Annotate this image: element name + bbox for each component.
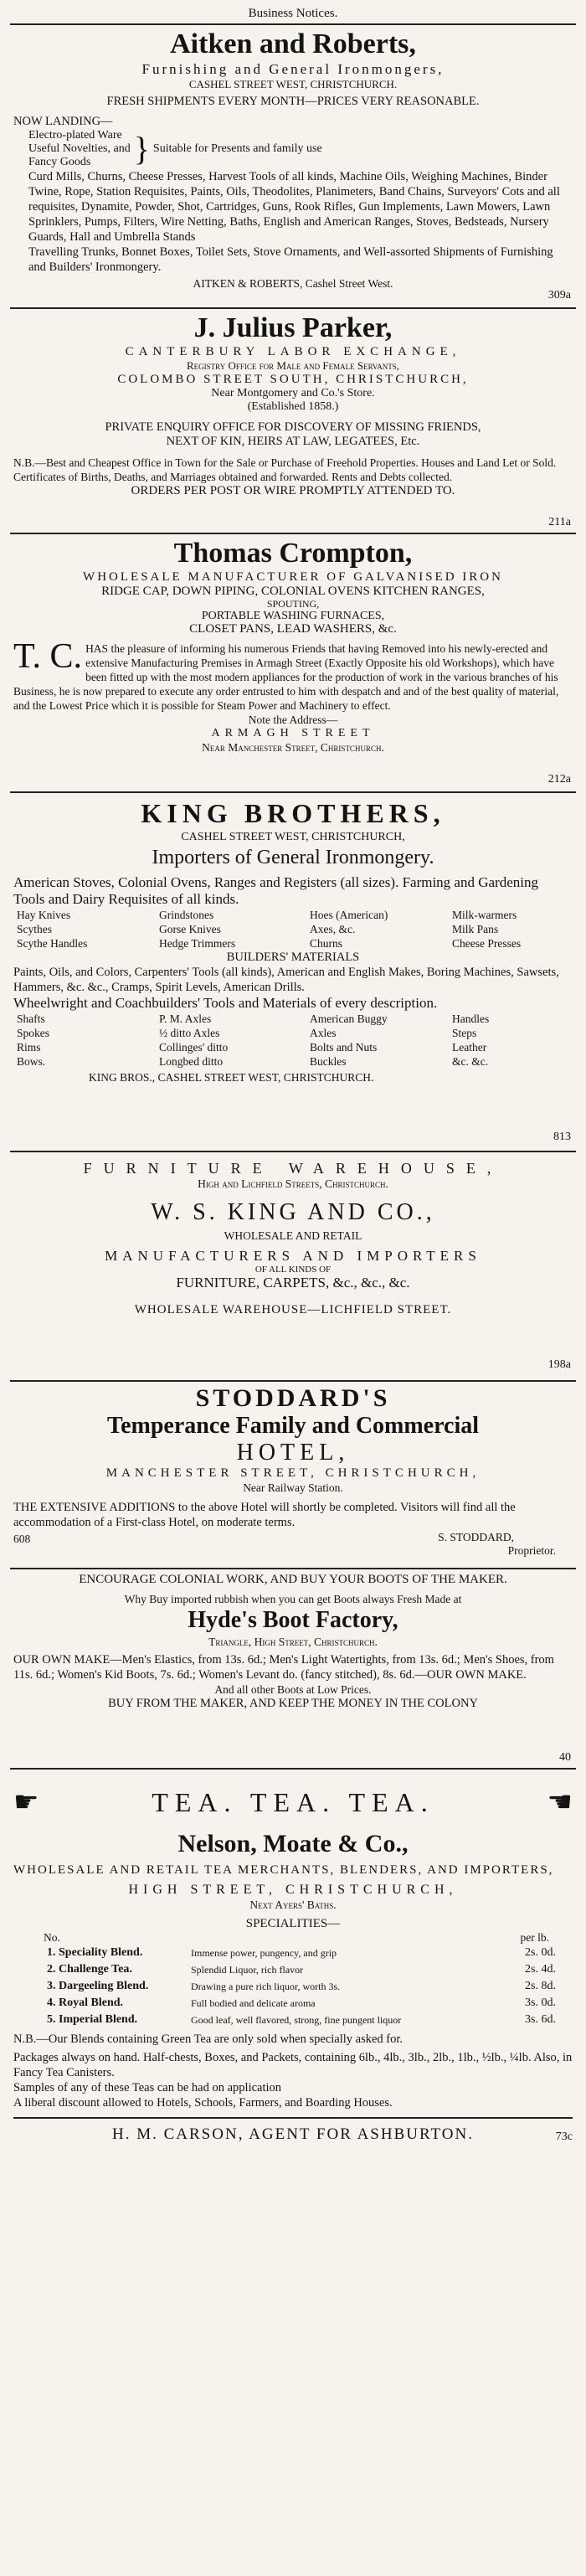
ad-title: STODDARD'S [195,1384,391,1412]
ad-body: OUR OWN MAKE—Men's Elastics, from 13s. 6d.; Men's Light Watertights, from 13s. 6d.; Men's Shoes, from 11s. 6d.; Women's Kid Boots, 7s. 6d.; Women's Levant do. (fancy stitched), 8s. 6d.—OUR OWN MAKE. [13,1653,554,1682]
grid-cell: Hoes (American) [310,909,388,921]
ad-ref: 40 [559,1751,571,1764]
ad-line: Next Ayers' Baths. [249,1899,337,1911]
ad-heading: TEA. TEA. TEA. [152,1786,434,1817]
ad-subtitle: CANTERBURY LABOR EXCHANGE, [125,345,461,358]
tea-desc: Good leaf, well flavored, strong, fine pungent liquor [191,2014,402,2026]
ad-line: ORDERS PER POST OR WIRE PROMPTLY ATTENDED TO. [131,484,455,497]
ad-tagline: FRESH SHIPMENTS EVERY MONTH—PRICES VERY REASONABLE. [106,95,480,108]
ad-line: FURNITURE, CARPETS, &c., &c., &c. [176,1275,410,1291]
ad-ref: 309a [547,289,571,301]
ad-line: Proprietor. [507,1544,556,1557]
ad-item: Electro-plated Ware [28,129,122,142]
ad-subtitle: Furnishing and General Ironmongers, [141,61,445,77]
grid-cell: Bows. [17,1055,46,1068]
drop-initial: T. C. [13,637,83,676]
ad-body: American Stoves, Colonial Ovens, Ranges and Registers (all sizes). Farming and Gardening Tools and Dairy Requisites of all kinds. [13,874,538,907]
ad-line: SPECIALITIES— [245,1917,341,1930]
ad-ref: 73c [555,2130,573,2143]
ad-address: CASHEL STREET WEST, CHRISTCHURCH. [188,78,398,90]
ad-signature: H. M. CARSON, AGENT FOR ASHBURTON. [112,2125,474,2143]
tea-price: 2s. 4d. [525,1963,556,1976]
ad-line: OF ALL KINDS OF [254,1265,332,1275]
grid-cell: Milk-warmers [452,909,517,921]
tea-price: 2s. 8d. [525,1980,556,1992]
tea-name: 2. Challenge Tea. [47,1963,132,1976]
ad-body: Samples of any of these Teas can be had on application [13,2081,282,2094]
ad-ref: 198a [547,1358,571,1371]
tea-name: 5. Imperial Blend. [47,2013,138,2026]
grid-cell: &c. &c. [452,1055,489,1068]
ad-king-brothers [10,793,576,1152]
ad-title: KING BROTHERS, [141,798,445,828]
ad-address: MANCHESTER STREET, CHRISTCHURCH, [105,1466,481,1480]
ad-nelson-moate [10,1770,576,2223]
tools-grid [13,908,573,951]
tea-price: 2s. 0d. [525,1946,556,1959]
ad-ref: 813 [553,1131,571,1143]
tea-desc: Immense power, pungency, and grip [191,1947,337,1959]
ad-subtitle: HOTEL, [236,1440,350,1466]
ad-ws-king [10,1152,576,1382]
ad-item-note: Suitable for Presents and family use [152,142,322,155]
grid-cell: Scythes [17,923,52,935]
ad-line: Near Montgomery and Co.'s Store. [211,387,375,399]
tea-price: 3s. 0d. [525,1996,556,2009]
ad-line: ARMAGH STREET [211,727,375,739]
ad-body: A liberal discount allowed to Hotels, Schools, Farmers, and Boarding Houses. [13,2096,393,2110]
ad-ref: 212a [547,773,571,786]
grid-cell: Leather [452,1041,487,1054]
grid-cell: American Buggy [310,1012,388,1025]
ad-title: Hyde's Boot Factory, [188,1607,398,1633]
ad-line: CLOSET PANS, LEAD WASHERS, &c. [189,622,397,636]
ad-line: NEXT OF KIN, HEIRS AT LAW, LEGATEES, Etc. [166,435,420,448]
grid-cell: P. M. Axles [159,1012,212,1025]
ad-hydes-boot-factory [10,1569,576,1770]
tea-name: 3. Dargeeling Blend. [47,1980,149,1992]
table-row [13,2012,573,2028]
grid-cell: Shafts [17,1012,45,1025]
ad-address: Triangle, High Street, Christchurch. [208,1636,378,1648]
ad-line: PORTABLE WASHING FURNACES, [201,610,385,622]
table-row [13,1978,573,1995]
ad-subtitle: Temperance Family and Commercial [106,1413,480,1439]
grid-cell: Hay Knives [17,909,71,921]
ad-thomas-crompton [10,534,576,793]
ad-title: J. Julius Parker, [193,312,393,343]
ad-signature: KING BROS., CASHEL STREET WEST, CHRISTCHURCH. [89,1071,374,1084]
ad-julius-parker [10,309,576,534]
grid-cell: Cheese Presses [452,937,522,950]
ad-line: BUILDERS' MATERIALS [226,951,360,964]
ad-body: N.B.—Best and Cheapest Office in Town for the Sale or Purchase of Freehold Properties. Houses and Land Let or Sold. Certificates of Births, Deaths, and Marriages obtained and forwarded. Rents and Debts collected. [13,456,557,483]
grid-cell: Collinges' ditto [159,1041,229,1054]
tea-name: 1. Speciality Blend. [47,1946,143,1959]
ad-line: ENCOURAGE COLONIAL WORK, AND BUY YOUR BOOTS OF THE MAKER. [79,1573,507,1586]
grid-cell: Spokes [17,1027,50,1039]
ad-line: BUY FROM THE MAKER, AND KEEP THE MONEY IN THE COLONY [108,1697,478,1710]
ad-line: (Established 1858.) [247,400,339,413]
ad-body: Packages always on hand. Half-chests, Boxes, and Packets, containing 6lb., 4lb., 3lb., 2lb., 1lb., ½lb., ¼lb. Also, in Fancy Tea Canisters. [13,2051,573,2079]
grid-cell: Bolts and Nuts [310,1041,378,1054]
grid-cell: Handles [452,1012,490,1025]
grid-cell: Axles [310,1027,337,1039]
ad-title: Thomas Crompton, [173,538,413,569]
ad-landing: NOW LANDING— [13,115,113,128]
ad-address: COLOMBO STREET SOUTH, CHRISTCHURCH, [117,373,469,386]
ad-line: Why Buy imported rubbish when you can get Boots always Fresh Made at [124,1593,462,1605]
pointing-hand-right-icon: ☛ [13,1787,39,1818]
ad-line: No. [44,1931,60,1944]
ad-ref: 608 [13,1533,31,1545]
ad-line: Note the Address— [248,714,338,726]
ad-line: Near Railway Station. [243,1481,343,1494]
tea-desc: Splendid Liquor, rich flavor [191,1964,304,1976]
tea-desc: Full bodied and delicate aroma [191,1997,316,2009]
ad-signature: S. STODDARD, [438,1531,514,1543]
ad-line: WHOLESALE AND RETAIL [224,1229,362,1242]
ad-address: High and Lichfield Streets, Christchurch. [198,1177,388,1190]
ad-address: CASHEL STREET WEST, CHRISTCHURCH, [181,831,405,843]
ad-line: FURNITURE WAREHOUSE, [83,1160,503,1177]
ad-item: Useful Novelties, and [28,142,131,155]
grid-cell: Scythe Handles [17,937,88,950]
table-row [13,1945,573,1961]
grid-cell: Grindstones [159,909,214,921]
ad-body: HAS the pleasure of informing his numerous Friends that having Removed into his newly-erected and extensive Manufacturing Premises in Armagh Street (Exactly Opposite his old Workshops), which have been fitted up with the most modern appliances for the production of work in the various branches of his Business, he is now prepared to execute any order entrusted to him with despatch and and of the best quality of material, and the Lowest Price which it is possible for Steam Power and Machinery to effect. [13,642,559,712]
ad-address: HIGH STREET, CHRISTCHURCH, [128,1883,458,1897]
ad-line: RIDGE CAP, DOWN PIPING, COLONIAL OVENS KITCHEN RANGES, [101,585,485,598]
brace-icon: } [133,130,150,167]
ad-line: WHOLESALE AND RETAIL TEA MERCHANTS, BLENDERS, AND IMPORTERS, [13,1863,554,1877]
ad-body: Curd Mills, Churns, Cheese Presses, Harvest Tools of all kinds, Machine Oils, Weighing Machines, Binder Twine, Rope, Station Requisites, Paints, Oils, Theodolites, Planimeters, Band Chains, Surveyors' Cots and all requisites, Dynamite, Powder, Shot, Cartridges, Guns, Rook Rifles, Gun Implements, Lawn Mowers, Lawn Sprinklers, Pumps, Filters, Wire Netting, Baths, English and American Ranges, Stoves, Bedsteads, Nursery Guards, Hall and Umbrella Stands [28,170,560,244]
ad-line: WHOLESALE MANUFACTURER OF GALVANISED IRON [83,570,503,584]
table-row [13,1961,573,1978]
tea-price-list [13,1945,573,2028]
grid-cell: Axes, &c. [310,923,356,935]
grid-cell: Longbed ditto [159,1055,224,1068]
ad-line: Registry Office for Male and Female Servants, [187,359,399,372]
grid-cell: Hedge Trimmers [159,937,236,950]
grid-cell: Rims [17,1041,41,1054]
ad-signature: AITKEN & ROBERTS, Cashel Street West. [193,277,393,290]
parts-grid [13,1012,573,1069]
ad-line: MANUFACTURERS AND IMPORTERS [105,1248,481,1264]
grid-cell: Churns [310,937,343,950]
grid-cell: Buckles [310,1055,347,1068]
ad-body: N.B.—Our Blends containing Green Tea are only sold when specially asked for. [13,2032,404,2046]
ad-title: Aitken and Roberts, [170,28,416,59]
tea-desc: Drawing a pure rich liquor, worth 3s. [191,1981,341,1992]
ad-title: W. S. KING AND CO., [151,1199,435,1225]
ad-ref: 211a [548,516,571,528]
ad-body: Wheelwright and Coachbuilders' Tools and Materials of every description. [13,995,438,1011]
ad-body: Paints, Oils, and Colors, Carpenters' Tools (all kinds), American and English Makes, Boring Machines, Sawsets, Hammers, &c. &c., Cramps, Spirit Levels, American Drills. [13,966,559,994]
grid-cell: Steps [452,1027,477,1039]
grid-cell: Gorse Knives [159,923,221,935]
ad-stoddards [10,1382,576,1569]
ad-line: Near Manchester Street, Christchurch. [202,741,384,754]
ad-line: per lb. [520,1931,549,1944]
grid-cell: Milk Pans [452,923,499,935]
ad-line: WHOLESALE WAREHOUSE—LICHFIELD STREET. [134,1303,452,1316]
grid-cell: ½ ditto Axles [159,1027,220,1039]
section-header: Business Notices. [10,3,576,25]
ad-body: THE EXTENSIVE ADDITIONS to the above Hotel will shortly be completed. Visitors will find all the accommodation of a First-class Hotel, on moderate terms. [13,1501,516,1529]
ad-subtitle: Importers of General Ironmongery. [152,847,434,868]
table-row [13,1995,573,2012]
ad-item: Fancy Goods [28,156,91,168]
ad-line: And all other Boots at Low Prices. [214,1683,372,1696]
ad-aitken-roberts [10,25,576,309]
ad-body: Travelling Trunks, Bonnet Boxes, Toilet Sets, Stove Ornaments, and Well-assorted Shipments of Furnishing and Builders' Ironmongery. [28,245,553,274]
tea-price: 3s. 6d. [525,2013,556,2026]
tea-name: 4. Royal Blend. [47,1996,124,2009]
ad-title: Nelson, Moate & Co., [177,1830,409,1857]
pointing-hand-left-icon: ☚ [547,1787,573,1818]
ad-line: PRIVATE ENQUIRY OFFICE FOR DISCOVERY OF MISSING FRIENDS, [105,420,481,434]
ad-line: SPOUTING, [266,598,320,610]
